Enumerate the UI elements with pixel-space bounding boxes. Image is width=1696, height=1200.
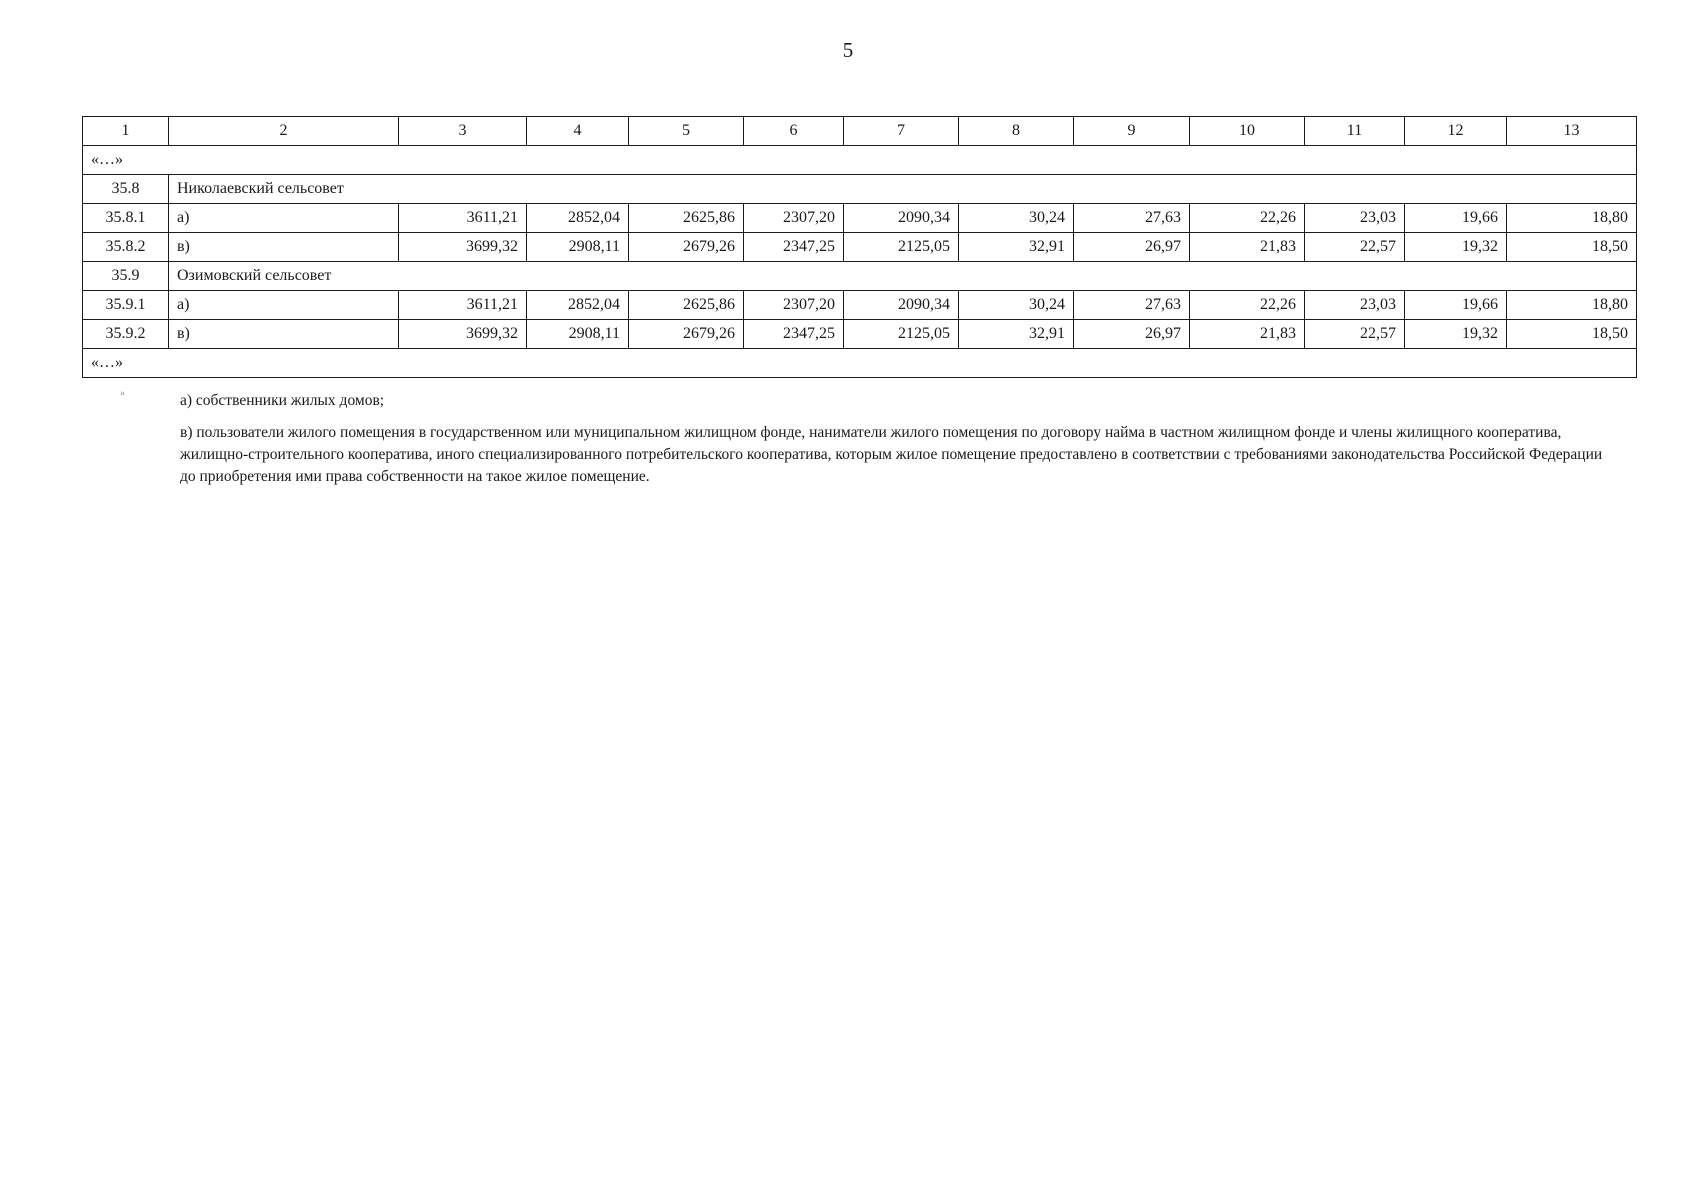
value-cell: 22,57 — [1305, 233, 1405, 262]
value-cell: 2090,34 — [844, 291, 959, 320]
value-cell: 32,91 — [959, 320, 1074, 349]
value-cell: 27,63 — [1074, 204, 1190, 233]
value-cell: 23,03 — [1305, 291, 1405, 320]
value-cell: 21,83 — [1190, 320, 1305, 349]
value-cell: 32,91 — [959, 233, 1074, 262]
row-code: 35.8.2 — [83, 233, 169, 262]
value-cell: 2852,04 — [527, 291, 629, 320]
value-cell: 2125,05 — [844, 233, 959, 262]
value-cell: 2852,04 — [527, 204, 629, 233]
value-cell: 30,24 — [959, 291, 1074, 320]
tariff-table — [82, 116, 1637, 378]
table-row — [83, 204, 1637, 233]
value-cell: 23,03 — [1305, 204, 1405, 233]
row-code: 35.9.1 — [83, 291, 169, 320]
footnote-b: в) пользователи жилого помещения в государственном или муниципальном жилищном фонде, наниматели жилого помещения по договору найма в частном жилищном фонде и члены жилищного кооператива, жилищно-строительного кооператива, иного специализированного потребительского кооператива, которым жилое помещение предоставлено в соответствии с требованиями законодательства Российской Федерации до приобретения ими права собственности на такое жилое помещение. — [180, 424, 1603, 485]
value-cell: 18,80 — [1507, 204, 1637, 233]
value-cell: 2679,26 — [629, 233, 744, 262]
value-cell: 19,66 — [1405, 291, 1507, 320]
header-cell: 10 — [1190, 117, 1305, 146]
header-cell: 3 — [399, 117, 527, 146]
footnote-marker: » — [120, 388, 125, 399]
value-cell: 2908,11 — [527, 320, 629, 349]
section-code: 35.9 — [83, 262, 169, 291]
ellipsis-row-bottom — [83, 349, 1637, 378]
value-cell: 19,32 — [1405, 233, 1507, 262]
row-label: а) — [169, 291, 399, 320]
section-code: 35.8 — [83, 175, 169, 204]
table-body — [83, 117, 1637, 378]
value-cell: 2090,34 — [844, 204, 959, 233]
value-cell: 3611,21 — [399, 291, 527, 320]
header-cell: 12 — [1405, 117, 1507, 146]
value-cell: 26,97 — [1074, 320, 1190, 349]
header-cell: 6 — [744, 117, 844, 146]
header-cell: 11 — [1305, 117, 1405, 146]
value-cell: 19,66 — [1405, 204, 1507, 233]
header-cell: 5 — [629, 117, 744, 146]
header-cell: 8 — [959, 117, 1074, 146]
table-header-row — [83, 117, 1637, 146]
value-cell: 3699,32 — [399, 320, 527, 349]
ellipsis-cell: «…» — [83, 146, 1637, 175]
value-cell: 22,26 — [1190, 204, 1305, 233]
table-row — [83, 233, 1637, 262]
row-label: в) — [169, 320, 399, 349]
header-cell: 1 — [83, 117, 169, 146]
table-row — [83, 291, 1637, 320]
value-cell: 18,50 — [1507, 320, 1637, 349]
footnote-a: а) собственники жилых домов; — [180, 392, 385, 409]
table-row — [83, 320, 1637, 349]
value-cell: 21,83 — [1190, 233, 1305, 262]
value-cell: 2307,20 — [744, 291, 844, 320]
header-cell: 7 — [844, 117, 959, 146]
row-code: 35.9.2 — [83, 320, 169, 349]
section-row — [83, 175, 1637, 204]
value-cell: 2679,26 — [629, 320, 744, 349]
ellipsis-cell: «…» — [83, 349, 1637, 378]
value-cell: 2908,11 — [527, 233, 629, 262]
value-cell: 2125,05 — [844, 320, 959, 349]
header-cell: 13 — [1507, 117, 1637, 146]
header-cell: 9 — [1074, 117, 1190, 146]
value-cell: 18,50 — [1507, 233, 1637, 262]
footnotes — [180, 390, 1620, 488]
value-cell: 19,32 — [1405, 320, 1507, 349]
value-cell: 3611,21 — [399, 204, 527, 233]
page-number: 5 — [842, 38, 854, 62]
value-cell: 2625,86 — [629, 204, 744, 233]
row-code: 35.8.1 — [83, 204, 169, 233]
row-label: в) — [169, 233, 399, 262]
value-cell: 26,97 — [1074, 233, 1190, 262]
section-row — [83, 262, 1637, 291]
value-cell: 18,80 — [1507, 291, 1637, 320]
section-name: Озимовский сельсовет — [169, 262, 1637, 291]
value-cell: 2625,86 — [629, 291, 744, 320]
value-cell: 2307,20 — [744, 204, 844, 233]
value-cell: 3699,32 — [399, 233, 527, 262]
section-name: Николаевский сельсовет — [169, 175, 1637, 204]
value-cell: 27,63 — [1074, 291, 1190, 320]
ellipsis-row-top — [83, 146, 1637, 175]
value-cell: 22,57 — [1305, 320, 1405, 349]
value-cell: 2347,25 — [744, 320, 844, 349]
row-label: а) — [169, 204, 399, 233]
value-cell: 30,24 — [959, 204, 1074, 233]
value-cell: 2347,25 — [744, 233, 844, 262]
header-cell: 4 — [527, 117, 629, 146]
value-cell: 22,26 — [1190, 291, 1305, 320]
header-cell: 2 — [169, 117, 399, 146]
